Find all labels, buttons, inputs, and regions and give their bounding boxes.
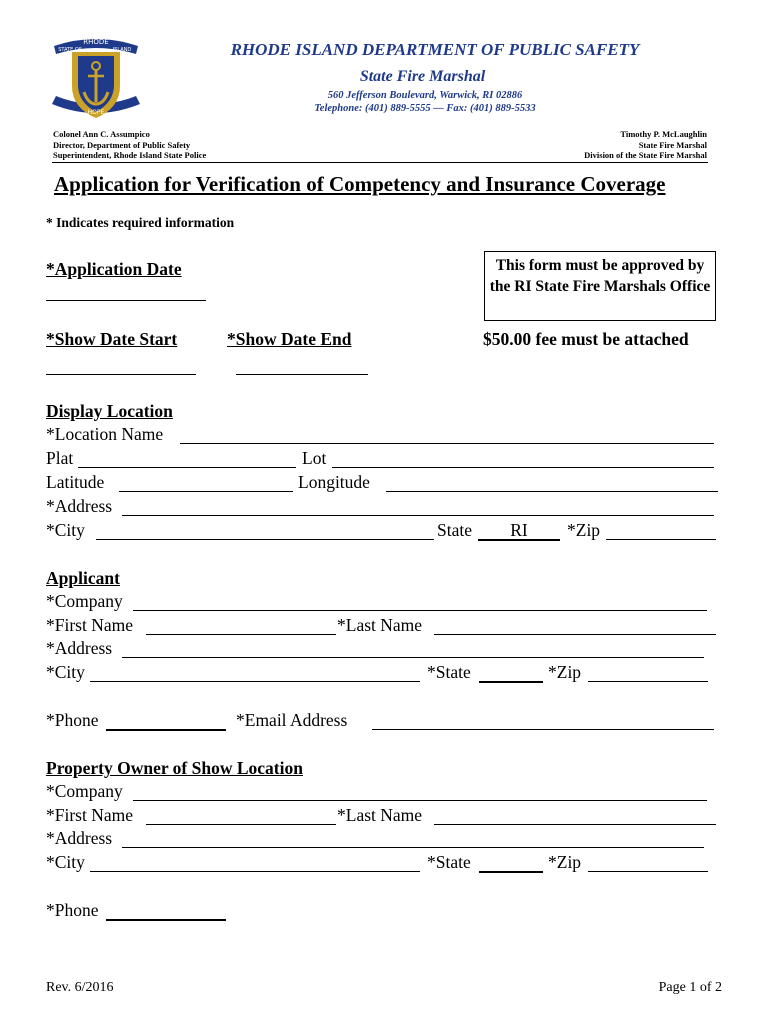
owner-first-name-field[interactable] — [146, 824, 336, 825]
show-date-end-field[interactable] — [236, 374, 368, 375]
approval-notice-text: This form must be approved by the RI State Fire Marshals Office — [489, 257, 711, 295]
seal-bottom-text: HOPE — [87, 109, 105, 116]
show-date-start-field[interactable] — [46, 374, 196, 375]
lot-label: Lot — [302, 448, 327, 468]
applicant-phone-field[interactable] — [106, 729, 226, 731]
office-title: State Fire Marshal — [359, 68, 486, 85]
owner-address-label: *Address — [46, 828, 113, 848]
owner-phone-field[interactable] — [106, 919, 226, 921]
owner-last-name-field[interactable] — [434, 824, 716, 825]
applicant-zip-field[interactable] — [588, 681, 708, 682]
location-address-field[interactable] — [122, 515, 714, 516]
show-date-start-label: *Show Date Start — [46, 329, 178, 349]
approval-notice-box — [484, 251, 716, 321]
page-number: Page 1 of 2 — [658, 980, 722, 995]
office-address: 560 Jefferson Boulevard, Warwick, RI 02886 — [327, 90, 523, 101]
owner-address-field[interactable] — [122, 847, 704, 848]
location-address-label: *Address — [46, 496, 113, 516]
applicant-address-field[interactable] — [122, 657, 704, 658]
application-date-label: *Application Date — [46, 259, 182, 279]
plat-label: Plat — [46, 448, 74, 468]
header-divider — [52, 162, 708, 163]
seal-top-text: RHODE — [83, 38, 109, 46]
owner-state-label: *State — [427, 852, 471, 872]
office-contact: Telephone: (401) 889-5555 — Fax: (401) 889-5533 — [314, 103, 536, 114]
seal-right-text: ISLAND — [112, 47, 132, 53]
right-block-line: State Fire Marshal — [638, 139, 707, 150]
lot-field[interactable] — [332, 467, 714, 468]
display-location-heading: Display Location — [46, 401, 173, 421]
applicant-last-name-field[interactable] — [434, 634, 716, 635]
location-name-label: *Location Name — [46, 424, 164, 444]
right-block-line: Timothy P. McLaughlin — [620, 129, 707, 139]
plat-field[interactable] — [78, 467, 296, 468]
location-zip-field[interactable] — [606, 539, 716, 540]
owner-last-name-label: *Last Name — [337, 805, 423, 825]
owner-company-label: *Company — [46, 781, 123, 801]
owner-phone-label: *Phone — [46, 900, 99, 920]
required-note: * Indicates required information — [46, 215, 235, 230]
owner-state-field[interactable] — [479, 871, 543, 873]
applicant-company-label: *Company — [46, 591, 123, 611]
owner-company-field[interactable] — [133, 800, 707, 801]
owner-first-name-label: *First Name — [46, 805, 134, 825]
applicant-first-name-field[interactable] — [146, 634, 336, 635]
applicant-address-label: *Address — [46, 638, 113, 658]
latitude-field[interactable] — [119, 491, 293, 492]
left-signature-block — [53, 129, 206, 161]
revision-note: Rev. 6/2016 — [46, 980, 114, 995]
right-signature-block — [584, 129, 707, 161]
location-name-field[interactable] — [180, 443, 714, 444]
left-block-line: Superintendent, Rhode Island State Police — [53, 150, 207, 160]
application-date-field[interactable] — [46, 300, 206, 301]
applicant-state-field[interactable] — [479, 681, 543, 683]
applicant-last-name-label: *Last Name — [337, 615, 423, 635]
left-block-line: Director, Department of Public Safety — [53, 139, 191, 150]
longitude-field[interactable] — [386, 491, 718, 492]
latitude-label: Latitude — [46, 472, 105, 492]
owner-zip-field[interactable] — [588, 871, 708, 872]
left-block-line: Colonel Ann C. Assumpico — [53, 129, 150, 139]
applicant-email-label: *Email Address — [236, 710, 348, 730]
location-zip-label: *Zip — [567, 520, 601, 540]
applicant-city-field[interactable] — [90, 681, 420, 682]
owner-zip-label: *Zip — [548, 852, 582, 872]
form-title: Application for Verification of Competency and Insurance Coverage — [54, 172, 666, 196]
location-city-label: *City — [46, 520, 85, 540]
location-state-label: State — [437, 520, 472, 540]
applicant-email-field[interactable] — [372, 729, 714, 730]
property-owner-heading: Property Owner of Show Location — [46, 758, 303, 778]
longitude-label: Longitude — [298, 472, 370, 492]
department-title: RHODE ISLAND DEPARTMENT OF PUBLIC SAFETY — [230, 40, 640, 59]
applicant-first-name-label: *First Name — [46, 615, 134, 635]
applicant-heading: Applicant — [46, 568, 120, 588]
location-city-field[interactable] — [96, 539, 434, 540]
applicant-state-label: *State — [427, 662, 471, 682]
applicant-company-field[interactable] — [133, 610, 707, 611]
owner-city-label: *City — [46, 852, 85, 872]
applicant-zip-label: *Zip — [548, 662, 582, 682]
location-state-value[interactable]: RI — [510, 520, 528, 540]
fee-note: $50.00 fee must be attached — [483, 329, 689, 349]
show-date-end-label: *Show Date End — [227, 329, 352, 349]
owner-city-field[interactable] — [90, 871, 420, 872]
applicant-city-label: *City — [46, 662, 85, 682]
show-date-end-label-wrap — [227, 329, 351, 350]
right-block-line: Division of the State Fire Marshal — [584, 150, 707, 160]
applicant-phone-label: *Phone — [46, 710, 99, 730]
seal-left-text: STATE OF — [58, 47, 82, 53]
location-state-underline — [478, 539, 560, 541]
